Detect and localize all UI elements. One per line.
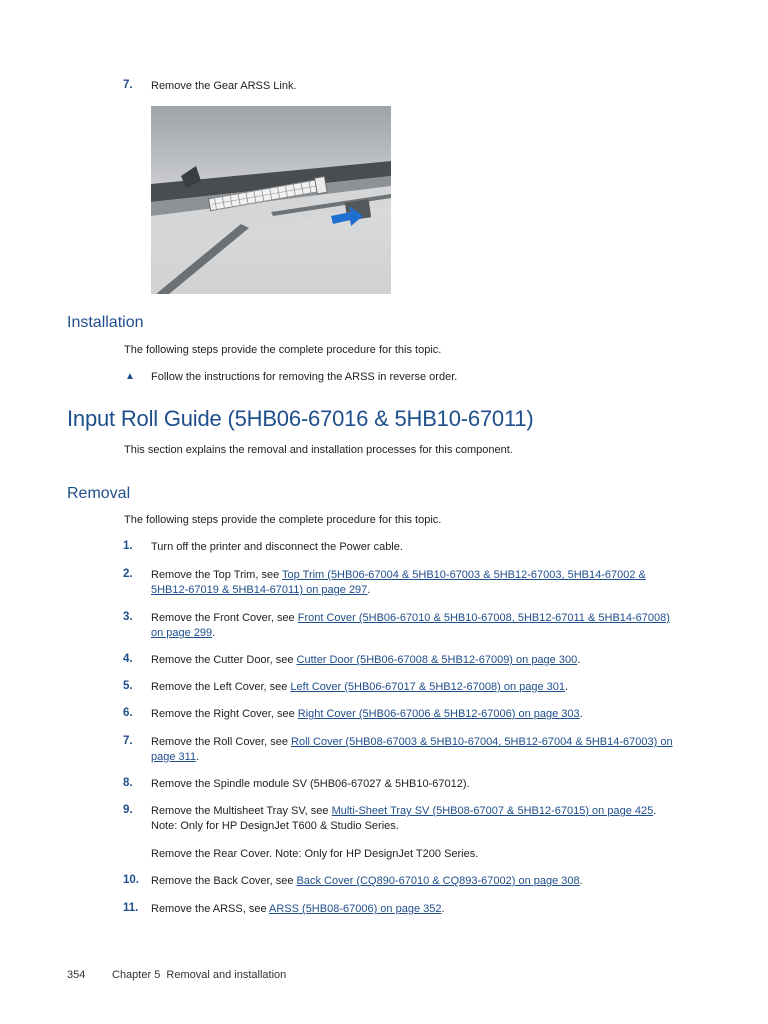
step-number: 2.	[123, 568, 133, 580]
step-text: Remove the Gear ARSS Link.	[151, 80, 297, 92]
step-text: Remove the Left Cover, see Left Cover (5HB06-67017 & 5HB12-67008) on page 301.	[151, 681, 569, 693]
step-text: Remove the ARSS, see ARSS (5HB08-67006) on page 352.	[151, 903, 445, 915]
page-number: 354	[67, 969, 86, 981]
step-number: 7.	[123, 735, 133, 747]
cutter-door-link[interactable]: Cutter Door (5HB06-67008 & 5HB12-67009) on page 300	[296, 654, 578, 666]
step-number: 1.	[123, 540, 133, 552]
removal-intro: The following steps provide the complete procedure for this topic.	[124, 514, 442, 526]
roll-cover-link[interactable]: Roll Cover (5HB08-67003 & 5HB10-67004, 5HB12-67004 & 5HB14-67003) on page 311	[151, 736, 673, 763]
removal-heading: Removal	[67, 485, 131, 502]
triangle-bullet-icon: ▲	[125, 371, 135, 382]
step-text: Remove the Roll Cover, see Roll Cover (5HB08-67003 & 5HB10-67004, 5HB12-67004 & 5HB14-67003) on page 311.	[151, 736, 673, 763]
step-number: 7.	[123, 79, 133, 91]
step-text: Turn off the printer and disconnect the Power cable.	[151, 541, 403, 553]
step-text: Remove the Back Cover, see Back Cover (CQ890-67010 & CQ893-67002) on page 308.	[151, 875, 583, 887]
step-number: 4.	[123, 653, 133, 665]
top-trim-link[interactable]: Top Trim (5HB06-67004 & 5HB10-67003 & 5HB12-67003, 5HB14-67002 & 5HB12-67019 & 5HB14-67011) on page 297	[151, 569, 646, 596]
gear-arss-link-photo	[151, 106, 391, 294]
section-intro: This section explains the removal and installation processes for this component.	[124, 444, 513, 456]
step-text: Remove the Right Cover, see Right Cover (5HB06-67006 & 5HB12-67006) on page 303.	[151, 708, 583, 720]
step-number: 10.	[123, 874, 139, 886]
chapter-label: Chapter 5 Removal and installation	[112, 969, 287, 981]
step-text: Remove the Front Cover, see Front Cover (5HB06-67010 & 5HB10-67008, 5HB12-67011 & 5HB14-67008) on page 299.	[151, 612, 670, 639]
printer-illustration	[151, 106, 391, 294]
step-number: 3.	[123, 611, 133, 623]
step-text: Remove the Top Trim, see Top Trim (5HB06-67004 & 5HB10-67003 & 5HB12-67003, 5HB14-67002 & 5HB12-67019 & 5HB14-67011) on page 297.	[151, 569, 646, 596]
step-number: 11.	[123, 902, 139, 914]
step-number: 6.	[123, 707, 133, 719]
back-cover-link[interactable]: Back Cover (CQ890-67010 & CQ893-67002) on page 308	[296, 875, 580, 887]
installation-intro: The following steps provide the complete procedure for this topic.	[124, 344, 442, 356]
step-text: Remove the Multisheet Tray SV, see Multi-Sheet Tray SV (5HB08-67007 & 5HB12-67015) on page 425. Note: Only for HP DesignJet T600 & Studio Series.	[151, 805, 657, 832]
rear-cover-note: Remove the Rear Cover. Note: Only for HP DesignJet T200 Series.	[151, 848, 479, 860]
step-text: Remove the Cutter Door, see Cutter Door (5HB06-67008 & 5HB12-67009) on page 300.	[151, 654, 581, 666]
right-cover-link[interactable]: Right Cover (5HB06-67006 & 5HB12-67006) on page 303	[297, 708, 580, 720]
multi-sheet-tray-link[interactable]: Multi-Sheet Tray SV (5HB08-67007 & 5HB12-67015) on page 425	[331, 805, 654, 817]
step-text: Remove the Spindle module SV (5HB06-67027 & 5HB10-67012).	[151, 778, 470, 790]
step-number: 8.	[123, 777, 133, 789]
step-number: 5.	[123, 680, 133, 692]
step-number: 9.	[123, 804, 133, 816]
section-title: Input Roll Guide (5HB06-67016 & 5HB10-67011)	[67, 406, 534, 431]
arss-link[interactable]: ARSS (5HB08-67006) on page 352	[269, 903, 442, 915]
front-cover-link[interactable]: Front Cover (5HB06-67010 & 5HB10-67008, 5HB12-67011 & 5HB14-67008) on page 299	[151, 612, 670, 639]
installation-bullet: Follow the instructions for removing the ARSS in reverse order.	[151, 371, 458, 383]
left-cover-link[interactable]: Left Cover (5HB06-67017 & 5HB12-67008) on page 301	[290, 681, 565, 693]
installation-heading: Installation	[67, 314, 144, 331]
